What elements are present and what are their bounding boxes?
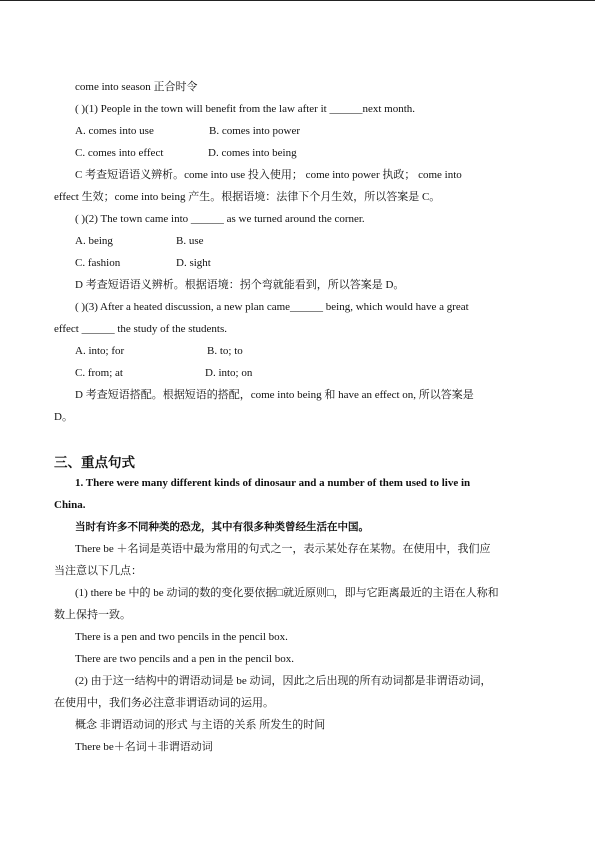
question-3-line-1: ( )(3) After a heated discussion, a new plan came______ being, which would have a great: [75, 301, 469, 313]
paragraph-2-line-2: 数上保持一致。: [54, 609, 131, 621]
example-1: There is a pen and two pencils in the pencil box.: [75, 631, 288, 643]
answer-3-line-1: D 考查短语搭配。根据短语的搭配，come into being 和 have an effect on, 所以答案是: [75, 389, 474, 401]
question-3-option-b: B. to; to: [207, 345, 243, 357]
phrase-line: come into season 正合时令: [75, 81, 198, 93]
formula-line: There be＋名词＋非谓语动词: [75, 741, 213, 753]
section-heading: 三、重点句式: [54, 455, 135, 471]
answer-1-line-2: effect 生效；come into being 产生。根据语境：法律下个月生效，所以答案是 C。: [54, 191, 441, 203]
question-3-option-d: D. into; on: [205, 367, 253, 379]
answer-1-line-1: C 考查短语语义辨析。come into use 投入使用； come into power 执政； come into: [75, 169, 462, 181]
question-1-option-d: D. comes into being: [208, 147, 297, 159]
question-1: ( )(1) People in the town will benefit from the law after it ______next month.: [75, 103, 416, 115]
paragraph-1-line-2: 当注意以下几点：: [54, 565, 142, 577]
question-3-line-2: effect ______ the study of the students.: [54, 323, 228, 335]
question-1-option-a: A. comes into use: [75, 125, 154, 137]
paragraph-3-line-2: 在使用中，我们务必注意非谓语动词的运用。: [54, 697, 274, 709]
answer-2: D 考查短语语义辨析。根据语境：拐个弯就能看到，所以答案是 D。: [75, 279, 405, 291]
question-2-option-b: B. use: [176, 235, 204, 247]
key-sentence-line-2: China.: [54, 499, 86, 511]
table-header: 概念 非谓语动词的形式 与主语的关系 所发生的时间: [75, 719, 326, 731]
key-sentence-translation: 当时有许多不同种类的恐龙，其中有很多种类曾经生活在中国。: [75, 521, 369, 533]
question-2-option-d: D. sight: [176, 257, 211, 269]
question-3-option-a: A. into; for: [75, 345, 125, 357]
question-3-option-c: C. from; at: [75, 367, 123, 379]
key-sentence-line-1: 1. There were many different kinds of dinosaur and a number of them used to live in: [75, 477, 471, 489]
question-2: ( )(2) The town came into ______ as we turned around the corner.: [75, 213, 365, 225]
paragraph-1-line-1: There be ＋名词是英语中最为常用的句式之一，表示某处存在某物。在使用中，我们应: [75, 543, 491, 555]
question-1-option-b: B. comes into power: [209, 125, 301, 137]
answer-3-line-2: D。: [54, 411, 73, 423]
question-2-option-c: C. fashion: [75, 257, 121, 269]
example-2: There are two pencils and a pen in the pencil box.: [75, 653, 295, 665]
question-1-option-c: C. comes into effect: [75, 147, 164, 159]
question-2-option-a: A. being: [75, 235, 113, 247]
paragraph-2-line-1: (1) there be 中的 be 动词的数的变化要依据□就近原则□，即与它距离最近的主语在人称和: [75, 587, 499, 599]
paragraph-3-line-1: (2) 由于这一结构中的谓语动词是 be 动词，因此之后出现的所有动词都是非谓语动词，: [75, 675, 492, 687]
